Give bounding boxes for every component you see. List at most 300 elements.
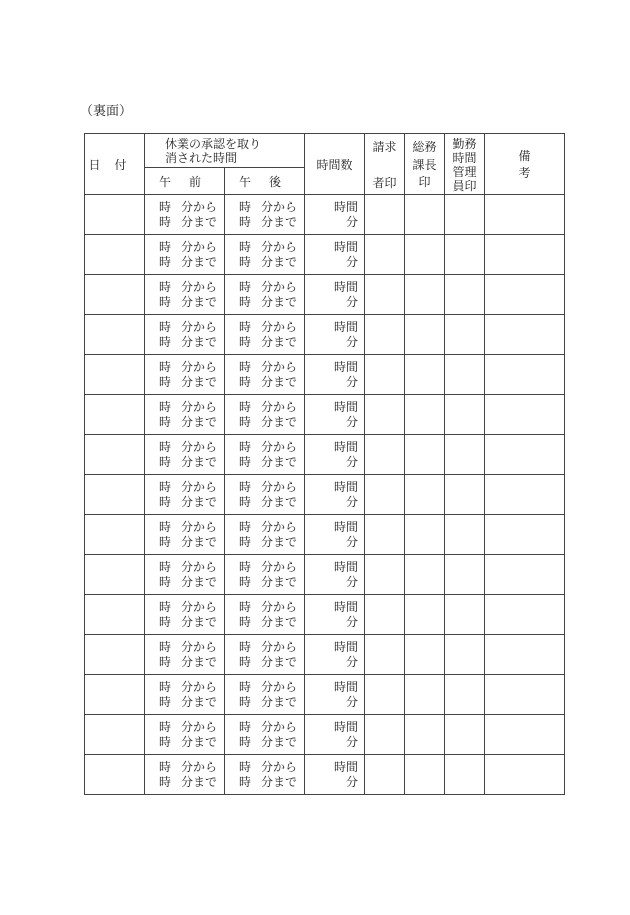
minutes-label: 分 (346, 654, 359, 669)
to-hour-label: 時 (239, 654, 252, 669)
hours-label: 時間 (334, 399, 359, 414)
general-affairs-seal-cell[interactable] (405, 475, 445, 515)
hours-label: 時間 (334, 759, 359, 774)
remarks-cell[interactable] (485, 715, 565, 755)
minutes-label: 分 (346, 454, 359, 469)
general-affairs-seal-cell[interactable] (405, 515, 445, 555)
from-hour-label: 時 (159, 359, 172, 374)
header-attendance-line3: 管理 (452, 165, 477, 179)
from-hour-label: 時 (239, 319, 252, 334)
from-hour-label: 時 (239, 199, 252, 214)
remarks-cell[interactable] (485, 755, 565, 795)
from-minute-label: 分から (181, 439, 218, 454)
attendance-manager-seal-cell[interactable] (445, 635, 485, 675)
requester-seal-cell[interactable] (365, 195, 405, 235)
from-hour-label: 時 (239, 519, 252, 534)
to-minute-label: 分まで (181, 214, 218, 229)
am-time-cell[interactable] (145, 555, 225, 595)
to-minute-label: 分まで (181, 694, 218, 709)
header-am (145, 168, 225, 195)
date-cell[interactable] (85, 315, 145, 355)
remarks-cell[interactable] (485, 195, 565, 235)
minutes-label: 分 (346, 734, 359, 749)
to-minute-label: 分まで (261, 774, 298, 789)
from-hour-label: 時 (159, 719, 172, 734)
to-minute-label: 分まで (181, 494, 218, 509)
from-minute-label: 分から (181, 719, 218, 734)
pm-time-cell[interactable] (225, 675, 305, 715)
pm-time-cell[interactable] (225, 355, 305, 395)
am-time-cell[interactable] (145, 355, 225, 395)
hours-cell[interactable] (305, 435, 365, 475)
table-row (85, 755, 565, 795)
am-time-cell[interactable] (145, 235, 225, 275)
general-affairs-seal-cell[interactable] (405, 635, 445, 675)
hours-label: 時間 (334, 319, 359, 334)
date-cell[interactable] (85, 555, 145, 595)
to-minute-label: 分まで (261, 494, 298, 509)
header-cancelled-time-line2: 消された時間 (165, 150, 238, 165)
from-minute-label: 分から (261, 679, 298, 694)
requester-seal-cell[interactable] (365, 555, 405, 595)
am-time-cell[interactable] (145, 435, 225, 475)
from-hour-label: 時 (159, 319, 172, 334)
date-cell[interactable] (85, 355, 145, 395)
am-time-cell[interactable] (145, 675, 225, 715)
hours-cell[interactable] (305, 515, 365, 555)
to-minute-label: 分まで (181, 534, 218, 549)
pm-time-cell[interactable] (225, 515, 305, 555)
to-minute-label: 分まで (181, 334, 218, 349)
general-affairs-seal-cell[interactable] (405, 435, 445, 475)
to-minute-label: 分まで (181, 614, 218, 629)
am-time-cell[interactable] (145, 595, 225, 635)
header-hours: 時間数 (305, 134, 365, 195)
remarks-cell[interactable] (485, 355, 565, 395)
date-cell[interactable] (85, 715, 145, 755)
from-minute-label: 分から (181, 679, 218, 694)
from-minute-label: 分から (181, 279, 218, 294)
header-cancelled-time (145, 134, 305, 168)
attendance-manager-seal-cell[interactable] (445, 675, 485, 715)
requester-seal-cell[interactable] (365, 235, 405, 275)
general-affairs-seal-cell[interactable] (405, 715, 445, 755)
to-hour-label: 時 (239, 694, 252, 709)
header-requester-bottom: 者印 (372, 176, 397, 190)
from-hour-label: 時 (239, 239, 252, 254)
to-hour-label: 時 (239, 374, 252, 389)
to-hour-label: 時 (159, 654, 172, 669)
from-minute-label: 分から (261, 639, 298, 654)
from-minute-label: 分から (261, 399, 298, 414)
header-pm (225, 168, 305, 195)
from-minute-label: 分から (261, 239, 298, 254)
to-minute-label: 分まで (261, 574, 298, 589)
remarks-cell[interactable] (485, 475, 565, 515)
remarks-cell[interactable] (485, 595, 565, 635)
date-cell[interactable] (85, 675, 145, 715)
from-hour-label: 時 (239, 279, 252, 294)
from-hour-label: 時 (159, 239, 172, 254)
from-minute-label: 分から (181, 399, 218, 414)
to-minute-label: 分まで (181, 414, 218, 429)
to-minute-label: 分まで (181, 774, 218, 789)
requester-seal-cell[interactable] (365, 595, 405, 635)
header-requester-seal (365, 134, 405, 195)
to-hour-label: 時 (159, 254, 172, 269)
from-minute-label: 分から (181, 359, 218, 374)
from-minute-label: 分から (261, 519, 298, 534)
from-hour-label: 時 (159, 479, 172, 494)
attendance-manager-seal-cell[interactable] (445, 595, 485, 635)
table-row (85, 275, 565, 315)
requester-seal-cell[interactable] (365, 315, 405, 355)
hours-label: 時間 (334, 479, 359, 494)
pm-time-cell[interactable] (225, 555, 305, 595)
to-hour-label: 時 (159, 214, 172, 229)
am-time-cell[interactable] (145, 195, 225, 235)
to-hour-label: 時 (159, 534, 172, 549)
from-minute-label: 分から (181, 199, 218, 214)
hours-label: 時間 (334, 519, 359, 534)
am-time-cell[interactable] (145, 475, 225, 515)
header-general-affairs-seal (405, 134, 445, 195)
to-minute-label: 分まで (261, 254, 298, 269)
table-row (85, 395, 565, 435)
from-hour-label: 時 (239, 559, 252, 574)
from-minute-label: 分から (261, 319, 298, 334)
general-affairs-seal-cell[interactable] (405, 195, 445, 235)
attendance-manager-seal-cell[interactable] (445, 235, 485, 275)
remarks-cell[interactable] (485, 275, 565, 315)
header-general-affairs-top: 総務 (412, 140, 437, 154)
table-row (85, 475, 565, 515)
date-cell[interactable] (85, 275, 145, 315)
from-minute-label: 分から (261, 279, 298, 294)
header-requester-top: 請求 (372, 140, 397, 154)
table-row (85, 595, 565, 635)
to-minute-label: 分まで (261, 454, 298, 469)
to-minute-label: 分まで (181, 654, 218, 669)
from-minute-label: 分から (261, 359, 298, 374)
to-minute-label: 分まで (261, 334, 298, 349)
minutes-label: 分 (346, 494, 359, 509)
from-minute-label: 分から (261, 719, 298, 734)
table-row (85, 315, 565, 355)
to-minute-label: 分まで (261, 414, 298, 429)
attendance-manager-seal-cell[interactable] (445, 355, 485, 395)
hours-cell[interactable] (305, 355, 365, 395)
pm-time-cell[interactable] (225, 435, 305, 475)
from-hour-label: 時 (239, 679, 252, 694)
am-time-cell[interactable] (145, 515, 225, 555)
general-affairs-seal-cell[interactable] (405, 275, 445, 315)
date-cell[interactable] (85, 235, 145, 275)
hours-label: 時間 (334, 239, 359, 254)
from-hour-label: 時 (239, 719, 252, 734)
from-minute-label: 分から (261, 479, 298, 494)
to-hour-label: 時 (239, 454, 252, 469)
header-attendance-line4: 員印 (452, 179, 477, 193)
general-affairs-seal-cell[interactable] (405, 595, 445, 635)
to-hour-label: 時 (159, 294, 172, 309)
am-time-cell[interactable] (145, 635, 225, 675)
remarks-cell[interactable] (485, 675, 565, 715)
table-row (85, 715, 565, 755)
from-hour-label: 時 (159, 519, 172, 534)
from-hour-label: 時 (159, 559, 172, 574)
table-row (85, 635, 565, 675)
minutes-label: 分 (346, 694, 359, 709)
am-time-cell[interactable] (145, 275, 225, 315)
table-row (85, 675, 565, 715)
header-am-1: 午 (159, 174, 172, 189)
date-cell[interactable] (85, 435, 145, 475)
header-general-affairs-seal-char: 印 (418, 175, 431, 189)
hours-label: 時間 (334, 599, 359, 614)
date-cell[interactable] (85, 515, 145, 555)
requester-seal-cell[interactable] (365, 275, 405, 315)
attendance-manager-seal-cell[interactable] (445, 755, 485, 795)
from-hour-label: 時 (239, 479, 252, 494)
hours-cell[interactable] (305, 595, 365, 635)
from-hour-label: 時 (159, 439, 172, 454)
requester-seal-cell[interactable] (365, 475, 405, 515)
to-minute-label: 分まで (181, 254, 218, 269)
header-cancelled-time-line1: 休業の承認を取り (165, 136, 262, 151)
general-affairs-seal-cell[interactable] (405, 315, 445, 355)
to-minute-label: 分まで (181, 454, 218, 469)
requester-seal-cell[interactable] (365, 755, 405, 795)
hours-cell[interactable] (305, 395, 365, 435)
from-hour-label: 時 (159, 639, 172, 654)
attendance-manager-seal-cell[interactable] (445, 395, 485, 435)
to-minute-label: 分まで (181, 574, 218, 589)
header-am-2: 前 (189, 174, 202, 189)
requester-seal-cell[interactable] (365, 435, 405, 475)
to-hour-label: 時 (159, 574, 172, 589)
header-attendance-manager-seal (445, 134, 485, 195)
am-time-cell[interactable] (145, 715, 225, 755)
to-minute-label: 分まで (261, 294, 298, 309)
table-row (85, 555, 565, 595)
hours-cell[interactable] (305, 675, 365, 715)
from-hour-label: 時 (159, 399, 172, 414)
hours-label: 時間 (334, 679, 359, 694)
header-row-1 (85, 134, 565, 168)
attendance-manager-seal-cell[interactable] (445, 315, 485, 355)
header-attendance-line2: 時間 (452, 151, 477, 165)
to-hour-label: 時 (159, 774, 172, 789)
hours-cell[interactable] (305, 715, 365, 755)
from-hour-label: 時 (239, 639, 252, 654)
header-attendance-line1: 勤務 (452, 137, 477, 151)
from-hour-label: 時 (239, 359, 252, 374)
am-time-cell[interactable] (145, 315, 225, 355)
hours-cell[interactable] (305, 555, 365, 595)
hours-cell[interactable] (305, 635, 365, 675)
from-hour-label: 時 (239, 759, 252, 774)
to-minute-label: 分まで (261, 374, 298, 389)
to-hour-label: 時 (159, 734, 172, 749)
from-minute-label: 分から (181, 519, 218, 534)
to-minute-label: 分まで (261, 694, 298, 709)
from-minute-label: 分から (181, 599, 218, 614)
requester-seal-cell[interactable] (365, 355, 405, 395)
header-pm-2: 後 (269, 174, 282, 189)
table-row (85, 235, 565, 275)
date-cell[interactable] (85, 195, 145, 235)
to-hour-label: 時 (239, 494, 252, 509)
hours-label: 時間 (334, 639, 359, 654)
remarks-cell[interactable] (485, 555, 565, 595)
am-time-cell[interactable] (145, 395, 225, 435)
attendance-manager-seal-cell[interactable] (445, 195, 485, 235)
from-minute-label: 分から (181, 239, 218, 254)
hours-label: 時間 (334, 279, 359, 294)
general-affairs-seal-cell[interactable] (405, 755, 445, 795)
from-hour-label: 時 (159, 679, 172, 694)
from-hour-label: 時 (239, 599, 252, 614)
minutes-label: 分 (346, 574, 359, 589)
remarks-cell[interactable] (485, 435, 565, 475)
hours-cell[interactable] (305, 475, 365, 515)
to-hour-label: 時 (239, 254, 252, 269)
to-hour-label: 時 (239, 614, 252, 629)
header-pm-1: 午 (239, 174, 252, 189)
from-hour-label: 時 (239, 399, 252, 414)
hours-cell[interactable] (305, 755, 365, 795)
to-hour-label: 時 (239, 414, 252, 429)
from-hour-label: 時 (159, 279, 172, 294)
from-minute-label: 分から (181, 639, 218, 654)
minutes-label: 分 (346, 374, 359, 389)
remarks-cell[interactable] (485, 235, 565, 275)
from-minute-label: 分から (261, 759, 298, 774)
pm-time-cell[interactable] (225, 595, 305, 635)
requester-seal-cell[interactable] (365, 675, 405, 715)
table-row (85, 355, 565, 395)
attendance-manager-seal-cell[interactable] (445, 555, 485, 595)
hours-cell[interactable] (305, 275, 365, 315)
general-affairs-seal-cell[interactable] (405, 675, 445, 715)
pm-time-cell[interactable] (225, 635, 305, 675)
to-hour-label: 時 (239, 294, 252, 309)
to-hour-label: 時 (159, 414, 172, 429)
to-minute-label: 分まで (261, 654, 298, 669)
to-minute-label: 分まで (181, 374, 218, 389)
remarks-cell[interactable] (485, 635, 565, 675)
from-minute-label: 分から (181, 479, 218, 494)
to-hour-label: 時 (239, 334, 252, 349)
from-minute-label: 分から (261, 599, 298, 614)
minutes-label: 分 (346, 614, 359, 629)
requester-seal-cell[interactable] (365, 515, 405, 555)
from-minute-label: 分から (261, 199, 298, 214)
from-hour-label: 時 (159, 759, 172, 774)
from-minute-label: 分から (181, 319, 218, 334)
general-affairs-seal-cell[interactable] (405, 555, 445, 595)
am-time-cell[interactable] (145, 755, 225, 795)
to-minute-label: 分まで (261, 214, 298, 229)
remarks-cell[interactable] (485, 315, 565, 355)
general-affairs-seal-cell[interactable] (405, 235, 445, 275)
pm-time-cell[interactable] (225, 475, 305, 515)
attendance-manager-seal-cell[interactable] (445, 275, 485, 315)
minutes-label: 分 (346, 334, 359, 349)
requester-seal-cell[interactable] (365, 715, 405, 755)
minutes-label: 分 (346, 254, 359, 269)
hours-label: 時間 (334, 439, 359, 454)
from-hour-label: 時 (239, 439, 252, 454)
cancelled-leave-table (84, 133, 565, 795)
pm-time-cell[interactable] (225, 275, 305, 315)
to-hour-label: 時 (239, 574, 252, 589)
requester-seal-cell[interactable] (365, 635, 405, 675)
pm-time-cell[interactable] (225, 755, 305, 795)
attendance-manager-seal-cell[interactable] (445, 435, 485, 475)
pm-time-cell[interactable] (225, 715, 305, 755)
pm-time-cell[interactable] (225, 235, 305, 275)
table-row (85, 515, 565, 555)
to-hour-label: 時 (239, 774, 252, 789)
to-hour-label: 時 (159, 694, 172, 709)
hours-label: 時間 (334, 559, 359, 574)
attendance-manager-seal-cell[interactable] (445, 475, 485, 515)
hours-cell[interactable] (305, 195, 365, 235)
pm-time-cell[interactable] (225, 395, 305, 435)
header-date: 日付 (85, 134, 145, 195)
to-hour-label: 時 (239, 214, 252, 229)
hours-cell[interactable] (305, 315, 365, 355)
table-row (85, 195, 565, 235)
to-hour-label: 時 (159, 374, 172, 389)
to-hour-label: 時 (159, 494, 172, 509)
general-affairs-seal-cell[interactable] (405, 395, 445, 435)
date-cell[interactable] (85, 755, 145, 795)
minutes-label: 分 (346, 534, 359, 549)
from-hour-label: 時 (159, 599, 172, 614)
from-minute-label: 分から (181, 559, 218, 574)
date-cell[interactable] (85, 595, 145, 635)
pm-time-cell[interactable] (225, 195, 305, 235)
hours-cell[interactable] (305, 235, 365, 275)
remarks-cell[interactable] (485, 515, 565, 555)
to-hour-label: 時 (239, 734, 252, 749)
date-cell[interactable] (85, 395, 145, 435)
to-hour-label: 時 (159, 614, 172, 629)
remarks-cell[interactable] (485, 395, 565, 435)
table-row (85, 435, 565, 475)
minutes-label: 分 (346, 414, 359, 429)
from-hour-label: 時 (159, 199, 172, 214)
to-minute-label: 分まで (261, 734, 298, 749)
header-general-affairs-chief: 課長 (412, 158, 437, 172)
requester-seal-cell[interactable] (365, 395, 405, 435)
from-minute-label: 分から (261, 439, 298, 454)
date-cell[interactable] (85, 635, 145, 675)
header-remarks: 備考 (485, 134, 565, 195)
pm-time-cell[interactable] (225, 315, 305, 355)
page-side-label: （裏面） (80, 104, 133, 119)
attendance-manager-seal-cell[interactable] (445, 515, 485, 555)
attendance-manager-seal-cell[interactable] (445, 715, 485, 755)
general-affairs-seal-cell[interactable] (405, 355, 445, 395)
to-minute-label: 分まで (261, 614, 298, 629)
date-cell[interactable] (85, 475, 145, 515)
minutes-label: 分 (346, 214, 359, 229)
to-hour-label: 時 (239, 534, 252, 549)
